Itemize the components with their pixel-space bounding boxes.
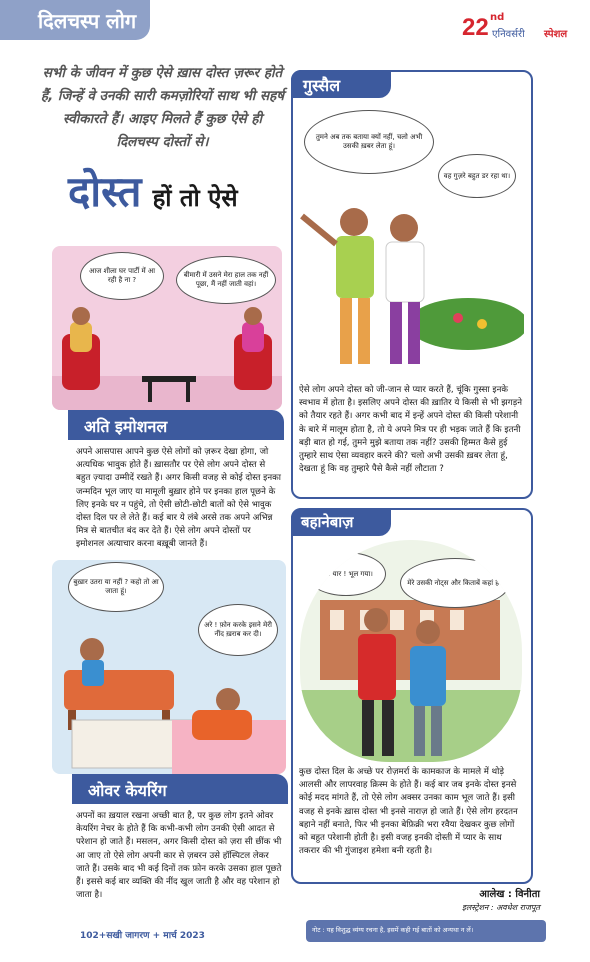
- bahanebaaz-body: कुछ दोस्त दिल के अच्छे पर रोज़मर्रा के कामकाज के मामले में थोड़े आलसी और लापरवाह क़िस्म के होते हैं। कई बार जब इनके दोस्त इनसे कोई मदद मांगते हैं, तो ऐसे लोग अक्सर उनका काम भूल जाते हैं। इसी वजह से इनके ख़ास दोस्त भी इनसे नाराज़ हो जाते हैं। ऐसे लोग हरदतन बहाने नहीं बनाते, फिर भी इनका बेफ़िक्री भरा रवैया देखकर कुछ लोगों को बहुत परेशानी होती है। इसी वजह इनकी दोस्ती में प्यार के साथ तकरार की भी गुंजाइश हमेशा बनी रहती है।: [299, 767, 518, 857]
- speech-bubble-right: वह गुज़रे बहुत डर रहा था।: [438, 154, 516, 198]
- over-caring-body: अपनों का ख़याल रखना अच्छी बात है, पर कुछ लोग इतने ओवर केयरिंग नेचर के होते हैं कि कभी-कभी लोग उनकी ऐसी आदत से परेशान हो जाते हैं। मसलन, अगर किसी दोस्त को ज़रा सी छींक भी आ जाए तो ऐसे लोग अपनी कार से ज़बरन उसे हॉस्पिटल लेकर जाते हैं। उसके बाद भी कई दिनों तक फ़ोन करके उसका हाल पूछते हैं। इससे कई बार व्यक्ति की नींद खुल जाती है और वह परेशान हो जाता है।: [76, 811, 282, 901]
- illustration-credit: इलस्ट्रेशन : अवधेश राजपूत: [461, 903, 540, 912]
- over-caring-illustration: [52, 560, 286, 774]
- bahanebaaz-illustration: [300, 540, 522, 762]
- gussail-heading-text: गुस्सैल: [303, 76, 341, 95]
- page-title-main: दोस्त: [68, 167, 142, 216]
- page-title-rest: हों तो ऐसे: [152, 184, 238, 212]
- gussail-illustration: [298, 104, 524, 376]
- anniversary-text: एनिवर्सरी: [492, 29, 525, 40]
- disclaimer-note-text: नोट : यह विशुद्ध व्यंग्य रचना है, इसमें कही गई बातों को अन्यथा न लें।: [312, 926, 474, 934]
- disclaimer-note: [306, 920, 546, 942]
- section-label: [0, 0, 150, 40]
- gussail-body: ऐसे लोग अपने दोस्त को जी-जान से प्यार करते हैं, चूंकि गुस्सा इनके स्वभाव में होता है। इसलिए अपने दोस्त की ख़ातिर ये किसी से भी झगड़ने को तैयार रहते हैं। अगर कभी बाद में इन्हें अपने दोस्त की किसी परेशानी के बारे में मालूम होता है, तो ये अपने मित्र पर ही भड़क जाते हैं कि इतनी बड़ी बात हो गई, तुमने मुझे बताया तक नहीं? उसकी हिम्मत कैसे हुई तुम्हारे साथ ऐसा व्यवहार करने की? चलो अभी उसकी ख़बर लेता हूं, देखता हूं कि वह तुम्हारे पैसे कैसे नहीं लौटाता ?: [299, 385, 522, 475]
- ati-emotional-heading-text: अति इमोशनल: [84, 417, 168, 436]
- anniversary-badge: [462, 10, 582, 50]
- speech-bubble-left: आज शीला घर पार्टी में आ रही है ना ?: [80, 252, 164, 300]
- speech-bubble-right: बीमारी में उसने मेरा हाल तक नहीं पूछा, मैं नहीं जाती वहां।: [176, 256, 276, 304]
- special-text: स्पेशल: [544, 29, 568, 40]
- speech-bubble-left: तुमने अब तक बताया क्यों नहीं, चलो अभी उसकी ख़बर लेता हूं।: [304, 110, 434, 174]
- anniversary-number: 22: [462, 14, 489, 41]
- author-credit: आलेख : विनीता: [479, 889, 540, 900]
- page-info: 102+सखी जागरण + मार्च 2023: [80, 931, 205, 941]
- anniversary-suffix: nd: [490, 12, 505, 23]
- ati-emotional-heading: [68, 410, 284, 440]
- speech-bubble-right: अरे ! फ़ोन करके इसने मेरी नींद ख़राब कर दी।: [198, 604, 278, 656]
- page-title: [68, 162, 298, 222]
- ati-emotional-body: अपने आसपास आपने कुछ ऐसे लोगों को ज़रूर देखा होगा, जो अत्यधिक भावुक होते हैं। ख़ासतौर पर ऐसे लोग अपने दोस्त से बहुत ज़्यादा उम्मीदें रखते हैं। अगर किसी वजह से कोई दोस्त इनका जन्मदिन भूल जाए या मामूली बुख़ार होने पर इनका हाल पूछने के लिए इनके घर न पहुंचे, तो ऐसी छोटी-छोटी बातों को ऐसे भावुक दोस्त दिल पर ले लेते हैं। कई बार ये लंबे अरसे तक अपने अभिन्न मित्र से बातचीत बंद कर देते हैं। ऐसे लोग अपने दोस्तों पर इमोशनल अत्याचार करना बख़ूबी जानते हैं।: [76, 447, 282, 550]
- speech-bubble-right: मेरे उसकी नोट्स और किताबें कहां हैं?: [400, 558, 510, 608]
- intro-text: सभी के जीवन में कुछ ऐसे ख़ास दोस्त ज़रूर होते हैं, जिन्हें वे उनकी सारी कमज़ोरियों साथ भी सहर्ष स्वीकारते हैं। आइए मिलते हैं कुछ ऐसे ही दिलचस्प दोस्तों से।: [40, 65, 285, 150]
- over-caring-heading: [72, 774, 288, 804]
- bahanebaaz-heading: [291, 508, 391, 536]
- over-caring-heading-text: ओवर केयरिंग: [88, 781, 167, 800]
- speech-bubble-left: सॉरी यार ! भूल गया।: [306, 552, 386, 596]
- ati-emotional-illustration: [52, 246, 282, 410]
- speech-bubble-left: बुख़ार उतरा या नहीं ? कहो तो आ जाता हूं।: [68, 562, 164, 612]
- section-label-text: दिलचस्प लोग: [38, 9, 137, 33]
- gussail-heading: [291, 70, 391, 98]
- bahanebaaz-heading-text: बहानेबाज़: [301, 513, 354, 531]
